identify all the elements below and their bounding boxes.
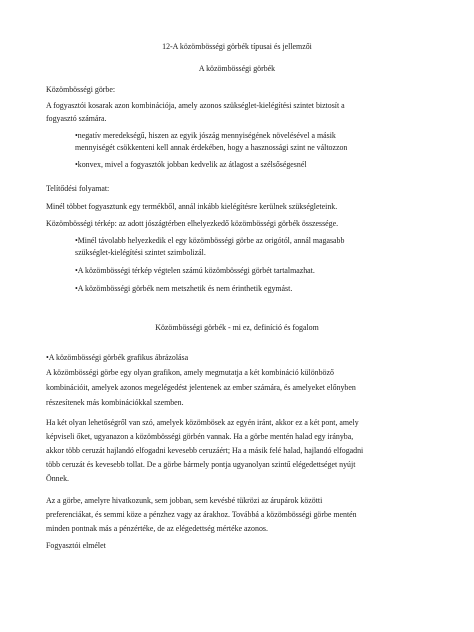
paragraph-line: Az a görbe, amelyre hivatkozunk, sem jobban, sem kevésbé tükrözi az árupárok közötti [46, 496, 323, 505]
bullet-line: •A közömbösségi térkép végtelen számú közömbösségi görbét tartalmazhat. [75, 266, 315, 275]
term-label: Telítődési folyamat: [46, 184, 110, 193]
bullet-line: •negatív meredekségű, hiszen az egyik jószág mennyiségének növelésével a másik [75, 131, 336, 140]
paragraph-line: Önnek. [46, 474, 70, 483]
bullet-line: szükséglet-kielégítési szintet szimbolizál. [75, 248, 206, 257]
paragraph-line: képviseli őket, ugyanazon a közömbösségi görbén vannak. Ha a görbe mentén halad egy irányba, [46, 432, 354, 441]
term-label: Közömbösségi görbe: [46, 85, 116, 94]
paragraph-line: akkor több ceruzát hajlandó elfogadni kevesebb ceruzáért; Ha a másik felé halad, hajlandó elfogadni [46, 446, 364, 455]
paragraph-line: minden pontnak más a pénzértéke, de az elégedettség mértéke azonos. [46, 524, 268, 533]
definition-line: A fogyasztói kosarak azon kombinációja, amely azonos szükséglet-kielégítési szintet biztosít a [46, 101, 345, 110]
subheading: •A közömbösségi görbék grafikus ábrázolása [46, 353, 189, 362]
paragraph-line: Minél többet fogyasztunk egy termékből, annál inkább kielégítésre kerülnek szükségleteink. [46, 202, 338, 211]
footer-heading: Fogyasztói elmélet [46, 541, 106, 550]
paragraph-line: Ha két olyan lehetőségről van szó, amelyek közömbösek az egyén iránt, akkor ez a két pont, amely [46, 418, 359, 427]
paragraph-line: kombinációit, amelyek azonos megelégedést jelentenek az ember számára, és amelyeket előnyben [46, 383, 356, 392]
bullet-line: •A közömbösségi görbék nem metszhetik és nem érinthetik egymást. [75, 284, 293, 293]
section-heading: Közömbösségi görbék - mi ez, definíció és fogalom [155, 323, 319, 332]
bullet-line: •konvex, mivel a fogyasztók jobban kedvelik az átlagost a szélsőségesnél [75, 160, 307, 169]
definition-line: fogyasztó számára. [46, 114, 107, 123]
section-heading: A közömbösségi görbék [198, 64, 276, 73]
document-title: 12-A közömbösségi görbék típusai és jellemzői [162, 42, 312, 51]
paragraph-line: A közömbösségi görbe egy olyan grafikon, amely megmutatja a két kombináció különböző [46, 368, 334, 377]
paragraph-line: részesítenek más kombinációkkal szemben. [46, 398, 184, 407]
bullet-line: •Minél távolabb helyezkedik el egy közömbösségi görbe az origótól, annál magasabb [75, 236, 345, 245]
paragraph-line: több ceruzát és kevesebb tollat. De a görbe bármely pontja ugyanolyan szintű elégedettséget nyújt [46, 460, 356, 469]
paragraph-line: preferenciákat, és semmi köze a pénzhez vagy az árakhoz. Továbbá a közömbösségi görbe mentén [46, 510, 357, 519]
paragraph-line: Közömbösségi térkép: az adott jószágtérben elhelyezkedő közömbösségi görbék összessége. [46, 219, 339, 228]
bullet-line: mennyiségét csökkenteni kell annak érdekében, hogy a hasznossági szint ne változzon [75, 143, 348, 152]
